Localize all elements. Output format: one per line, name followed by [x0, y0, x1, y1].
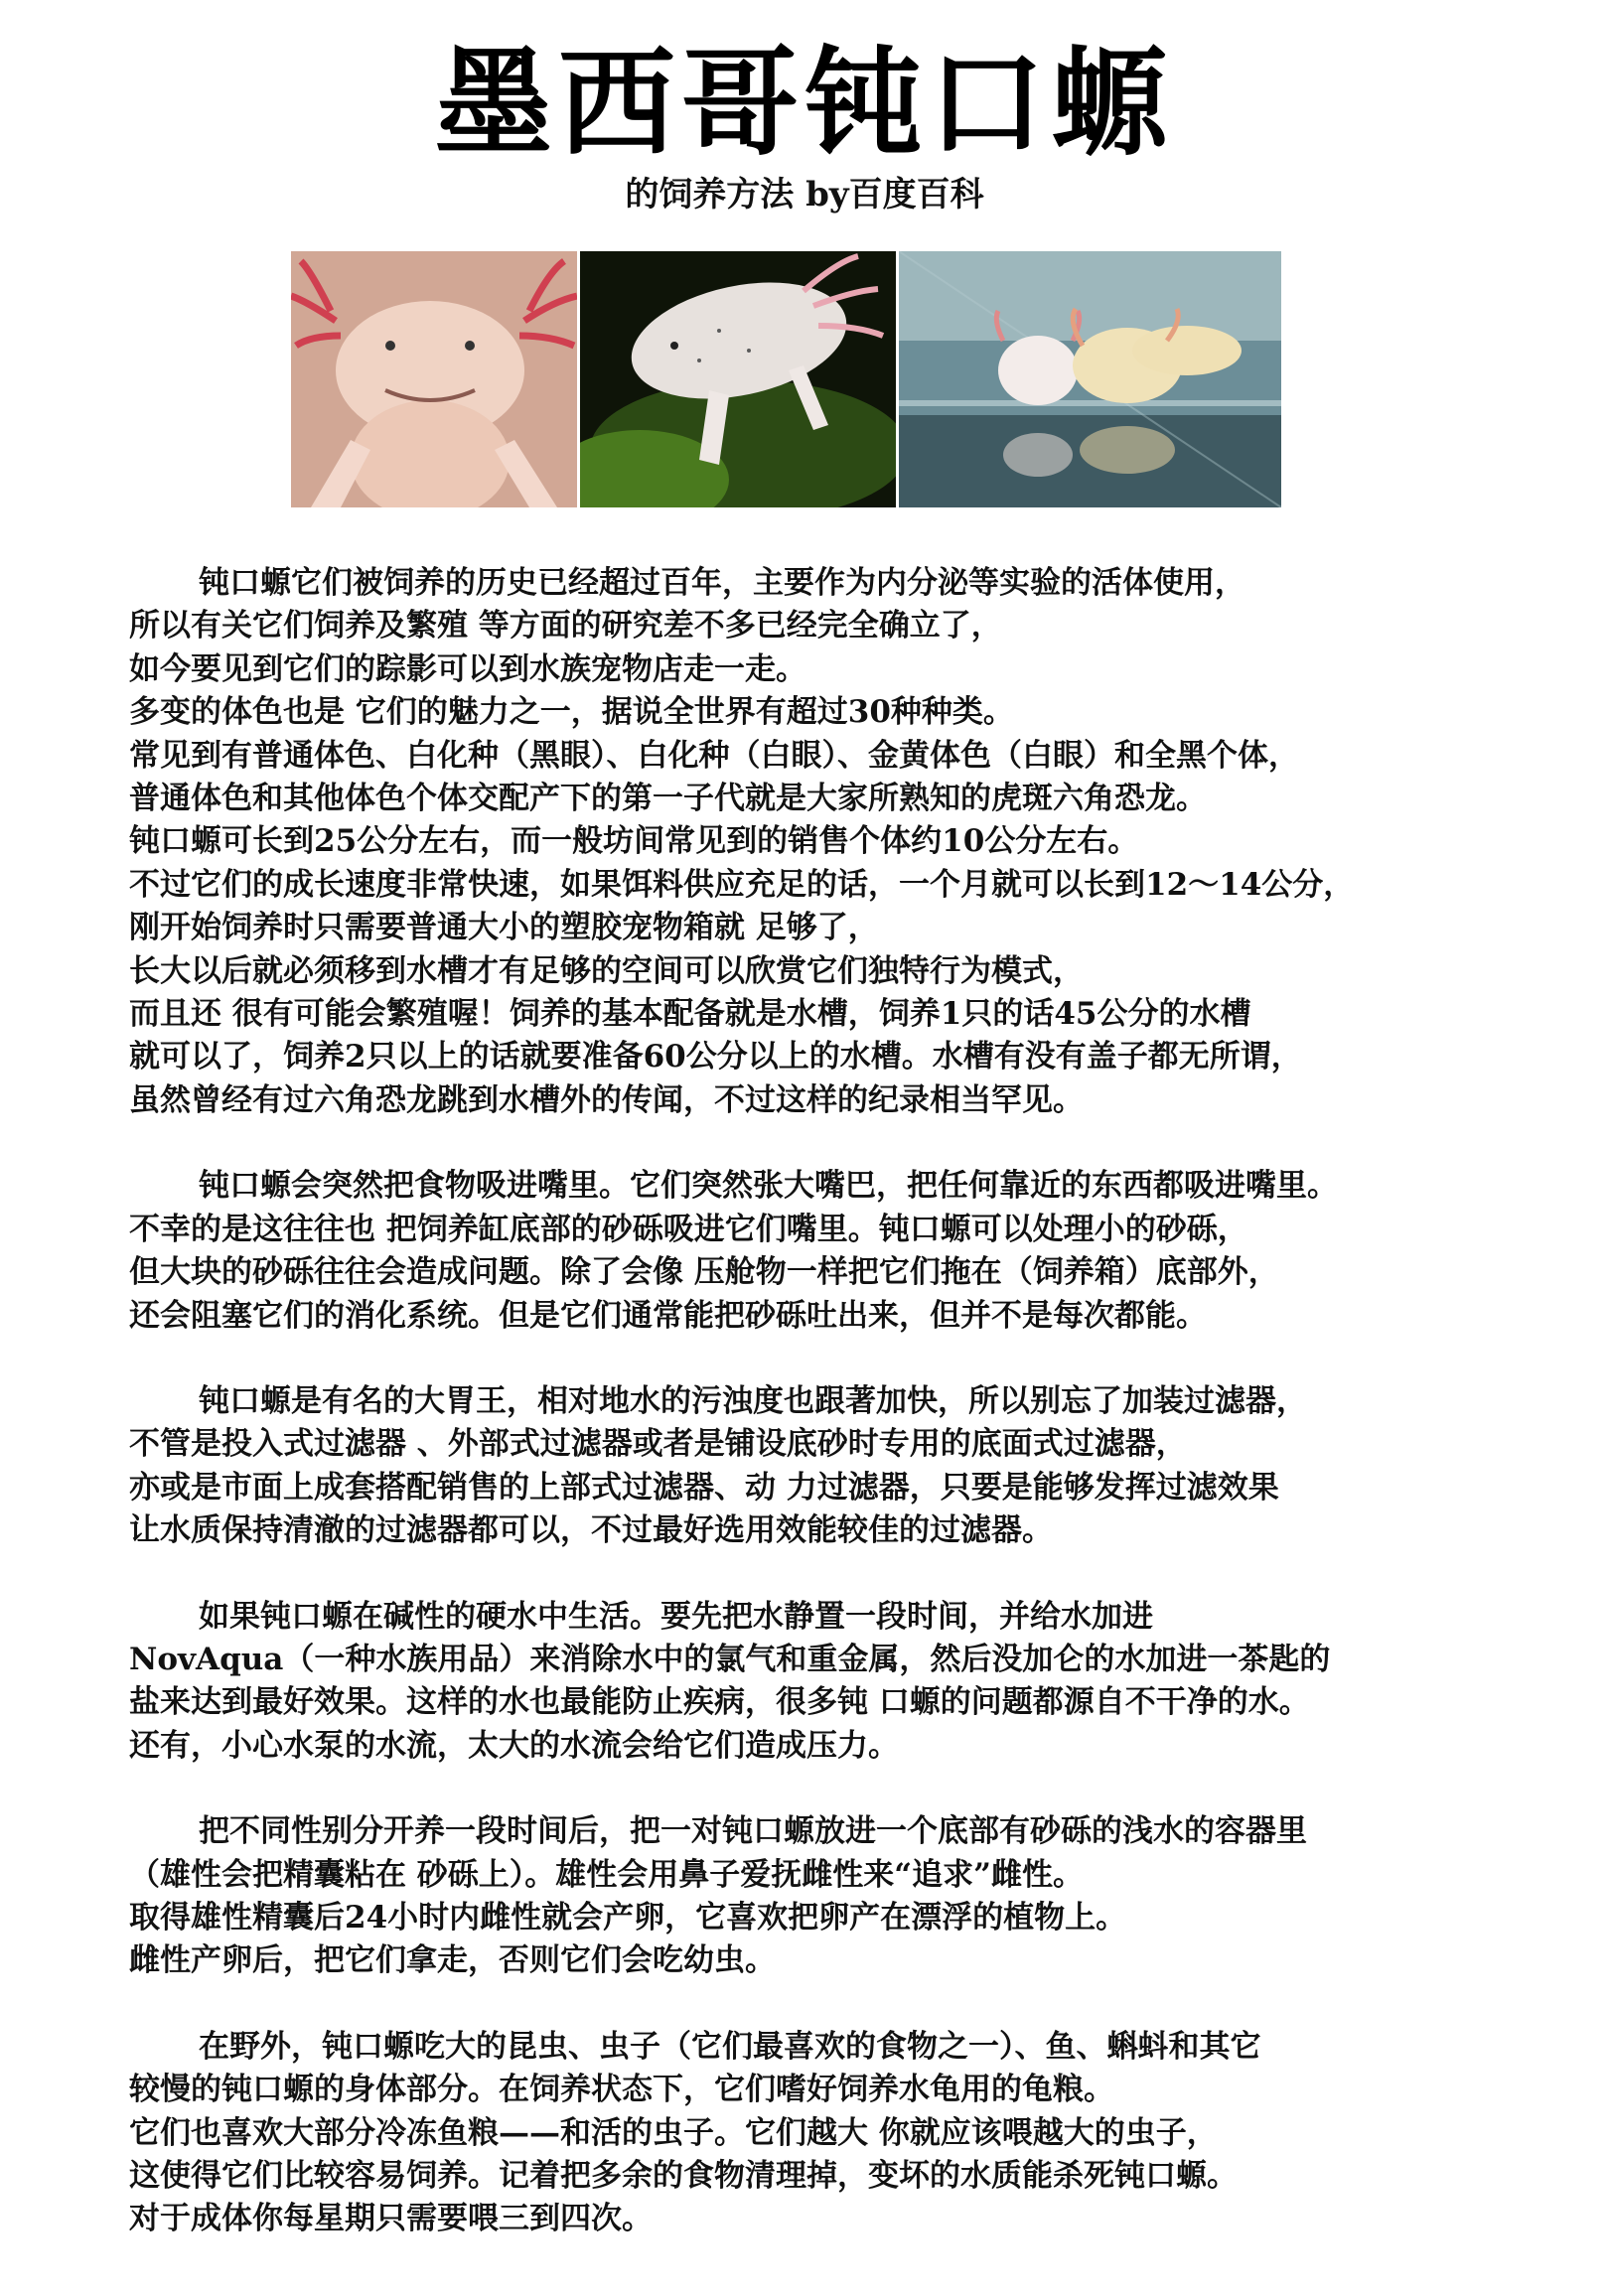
axolotl-photo-2 — [580, 251, 896, 507]
paragraph-line: 让水质保持清澈的过滤器都可以，不过最好选用效能较佳的过滤器。 — [129, 1512, 1053, 1549]
paragraph-line: 不幸的是这往往也 把饲养缸底部的砂砾吸进它们嘴里。钝口螈可以处理小的砂砾， — [129, 1211, 1248, 1247]
paragraph-line: 不管是投入式过滤器 、外部式过滤器或者是铺设底砂时专用的底面式过滤器， — [129, 1426, 1187, 1463]
paragraph-line: 钝口螈它们被饲养的历史已经超过百年，主要作为内分泌等实验的活体使用， — [199, 565, 1245, 601]
photo-strip — [291, 251, 1281, 507]
paragraph-line: 长大以后就必须移到水槽才有足够的空间可以欣赏它们独特行为模式， — [129, 952, 1084, 989]
paragraph-line: 这使得它们比较容易饲养。记着把多余的食物清理掉，变坏的水质能杀死钝口螈。 — [129, 2158, 1238, 2194]
paragraph-line: 在野外，钝口螈吃大的昆虫、虫子（它们最喜欢的食物之一）、鱼、蝌蚪和其它 — [199, 2028, 1261, 2065]
paragraph-line: 盐来达到最好效果。这样的水也最能防止疾病，很多钝 口螈的问题都源自不干净的水。 — [129, 1684, 1310, 1721]
paragraph-line: 如果钝口螈在碱性的硬水中生活。要先把水静置一段时间，并给水加进 — [199, 1598, 1153, 1635]
paragraph-line: 较慢的钝口螈的身体部分。在饲养状态下，它们嗜好饲养水龟用的龟粮。 — [129, 2072, 1114, 2108]
article-body — [129, 562, 1520, 2284]
paragraph-line: 钝口螈可长到25公分左右，而一般坊间常见到的销售个体约10公分左右。 — [129, 823, 1139, 860]
paragraph-line: 雌性产卵后，把它们拿走，否则它们会吃幼虫。 — [129, 1942, 776, 1979]
paragraph-line: 把不同性别分开养一段时间后，把一对钝口螈放进一个底部有砂砾的浅水的容器里 — [199, 1813, 1307, 1850]
paragraph-line: 钝口螈会突然把食物吸进嘴里。它们突然张大嘴巴，把任何靠近的东西都吸进嘴里。 — [199, 1168, 1338, 1205]
axolotl-photo-3 — [899, 251, 1281, 507]
axolotl-photo-1 — [291, 251, 577, 507]
paragraph-line: 虽然曾经有过六角恐龙跳到水槽外的传闻，不过这样的纪录相当罕见。 — [129, 1081, 1084, 1118]
paragraph-line: 如今要见到它们的踪影可以到水族宠物店走一走。 — [129, 650, 806, 687]
paragraph-line: 还会阻塞它们的消化系统。但是它们通常能把砂砾吐出来，但并不是每次都能。 — [129, 1297, 1207, 1334]
paragraph-line: （雄性会把精囊粘在 砂砾上）。雄性会用鼻子爱抚雌性来“追求”雌性。 — [129, 1856, 1084, 1893]
paragraph — [129, 1380, 1520, 1553]
paragraph-line: 它们也喜欢大部分冷冻鱼粮——和活的虫子。它们越大 你就应该喂越大的虫子， — [129, 2114, 1218, 2151]
paragraph-line: 但大块的砂砾往往会造成问题。除了会像 压舱物一样把它们拖在（饲养箱）底部外， — [129, 1254, 1279, 1291]
paragraph-line: 还有，小心水泵的水流，太大的水流会给它们造成压力。 — [129, 1727, 899, 1764]
paragraph — [129, 1596, 1520, 1769]
paragraph — [129, 1810, 1520, 1983]
paragraph-line: 刚开始饲养时只需要普通大小的塑胶宠物箱就 足够了， — [129, 910, 879, 946]
page-subtitle: 的饲养方法 by百度百科 — [625, 175, 984, 215]
paragraph — [129, 562, 1520, 1122]
paragraph-line: 普通体色和其他体色个体交配产下的第一子代就是大家所熟知的虎斑六角恐龙。 — [129, 781, 1207, 817]
paragraph-line: 多变的体色也是 它们的魅力之一，据说全世界有超过30种种类。 — [129, 694, 1014, 731]
paragraph-line: 钝口螈是有名的大胃王，相对地水的污浊度也跟著加快，所以别忘了加装过滤器， — [199, 1382, 1307, 1419]
paragraph-line: 亦或是市面上成套搭配销售的上部式过滤器、动 力过滤器，只要是能够发挥过滤效果 — [129, 1469, 1279, 1506]
paragraph-line: 不过它们的成长速度非常快速，如果饵料供应充足的话，一个月就可以长到12～14公分， — [129, 866, 1355, 903]
paragraph-line: 所以有关它们饲养及繁殖 等方面的研究差不多已经完全确立了， — [129, 608, 1002, 645]
paragraph — [129, 2026, 1520, 2241]
paragraph-line: 取得雄性精囊后24小时内雌性就会产卵，它喜欢把卵产在漂浮的植物上。 — [129, 1899, 1127, 1936]
paragraph — [129, 1165, 1520, 1338]
page-title: 墨西哥钝口螈 — [434, 35, 1174, 172]
paragraph-line: NovAqua（一种水族用品）来消除水中的氯气和重金属，然后没加仑的水加进一茶匙的 — [129, 1641, 1331, 1677]
paragraph-line: 而且还 很有可能会繁殖喔！饲养的基本配备就是水槽，饲养1只的话45公分的水槽 — [129, 996, 1251, 1033]
paragraph-line: 就可以了，饲养2只以上的话就要准备60公分以上的水槽。水槽有没有盖子都无所谓， — [129, 1039, 1302, 1076]
paragraph-line: 对于成体你每星期只需要喂三到四次。 — [129, 2201, 653, 2237]
paragraph-line: 常见到有普通体色、白化种（黑眼）、白化种（白眼）、金黄体色（白眼）和全黑个体， — [129, 737, 1299, 774]
